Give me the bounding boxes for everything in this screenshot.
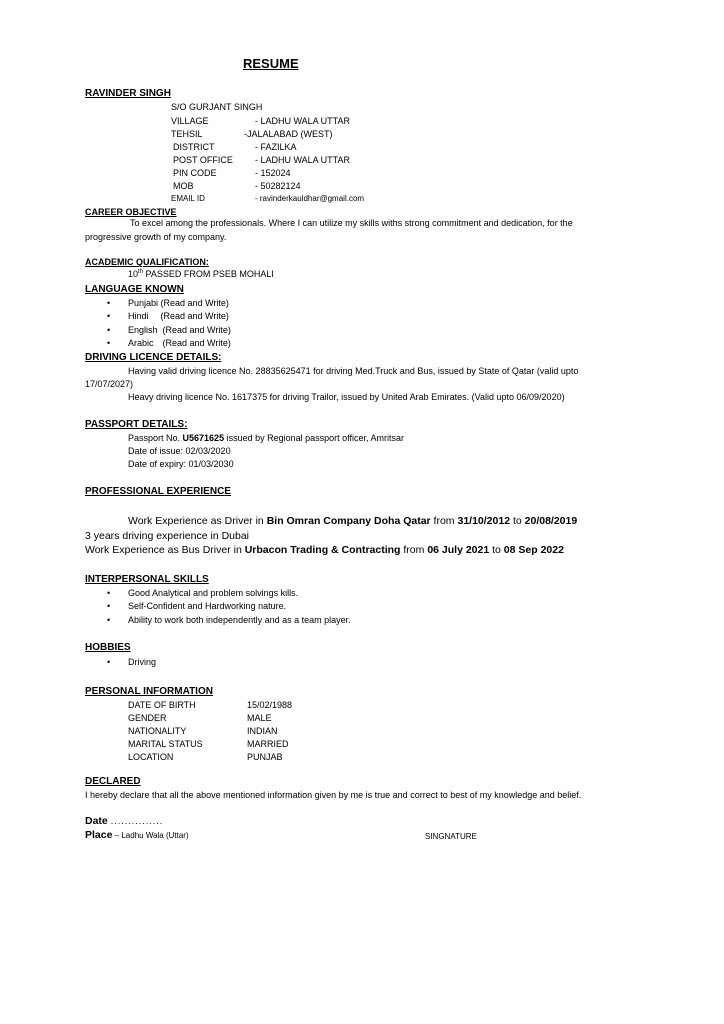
end-date: 08 Sep 2022 <box>503 544 564 556</box>
work-text: Work Experience as Bus Driver in <box>85 544 245 556</box>
work-text: Work Experience as Driver in <box>128 515 267 527</box>
language-name: Punjabi <box>128 298 159 308</box>
signature-label: SINGNATURE <box>425 832 477 841</box>
passport-expiry-date: Date of expiry: 01/03/2030 <box>128 459 234 469</box>
career-heading: CAREER OBJECTIVE <box>85 207 177 217</box>
hobbies-heading: HOBBIES <box>85 642 131 653</box>
personal-label: NATIONALITY <box>128 726 187 736</box>
skill-item: • Ability to work both independently and as a team player. <box>128 615 351 625</box>
passport-issuer: issued by Regional passport officer, Amritsar <box>224 433 404 443</box>
employer: Bin Omran Company Doha Qatar <box>266 515 431 527</box>
candidate-name: RAVINDER SINGH <box>85 88 171 99</box>
address-value: - LADHU WALA UTTAR <box>255 155 351 165</box>
language-name: Hindi <box>128 311 149 321</box>
work-text: to <box>510 515 525 527</box>
language-level: (Read and Write) <box>160 311 229 321</box>
driving-heading: DRIVING LICENCE DETAILS: <box>85 352 222 363</box>
skill-item: • Good Analytical and problem solvings kills. <box>128 588 298 598</box>
place-line <box>85 829 189 841</box>
declaration-text: I hereby declare that all the above mentioned information given by me is true and correct to best of my knowledge and belief. <box>85 790 582 800</box>
academic-grade-suffix: th <box>138 269 144 275</box>
language-item <box>128 325 231 335</box>
place-value: – Ladhu Wala (Uttar) <box>112 831 189 840</box>
language-name: English <box>128 325 158 335</box>
personal-value: PUNJAB <box>247 752 283 762</box>
personal-label: LOCATION <box>128 752 174 762</box>
driving-text: 17/07/2027) <box>85 379 134 389</box>
passport-heading: PASSPORT DETAILS: <box>85 419 188 430</box>
date-line <box>85 815 163 827</box>
address-label: PIN CODE <box>173 168 217 178</box>
driving-text: Heavy driving licence No. 1617375 for driving Trailor, issued by United Arab Emirates. (Valid upto 06/09/2020) <box>128 392 565 402</box>
academic-grade: 10 <box>128 269 139 279</box>
address-value: - 50282124 <box>255 181 301 191</box>
academic-line <box>128 269 274 279</box>
address-value: - LADHU WALA UTTAR <box>255 116 351 126</box>
work-experience-2: 3 years driving experience in Dubai <box>85 530 250 542</box>
personal-heading: PERSONAL INFORMATION <box>85 686 213 697</box>
address-label: VILLAGE <box>171 116 209 126</box>
professional-heading: PROFESSIONAL EXPERIENCE <box>85 486 231 497</box>
place-label: Place <box>85 829 113 841</box>
personal-label: MARITAL STATUS <box>128 739 203 749</box>
address-label: DISTRICT <box>173 142 215 152</box>
languages-heading: LANGUAGE KNOWN <box>85 284 184 295</box>
language-item <box>128 338 231 348</box>
date-dots: ............... <box>110 816 164 826</box>
language-level: (Read and Write) <box>162 338 231 348</box>
skill-item: • Self-Confident and Hardworking nature. <box>128 601 286 611</box>
address-value: - FAZILKA <box>255 142 297 152</box>
address-label: TEHSIL <box>171 129 203 139</box>
personal-label: DATE OF BIRTH <box>128 700 196 710</box>
language-level: (Read and Write) <box>162 325 231 335</box>
language-name: Arabic <box>128 338 154 348</box>
address-value: -JALALABAD (WEST) <box>244 129 333 139</box>
academic-heading: ACADEMIC QUALIFICATION: <box>85 257 209 267</box>
career-text: To excel among the professionals. Where I can utilize my skills withs strong commitment and dedication, for the <box>130 218 573 228</box>
language-level: (Read and Write) <box>160 298 229 308</box>
address-label: MOB <box>173 181 194 191</box>
passport-issue-date: Date of issue: 02/03/2020 <box>128 446 231 456</box>
career-text: progressive growth of my company. <box>85 232 227 242</box>
hobby-item: • Driving <box>128 657 156 667</box>
passport-label: Passport No. <box>128 433 183 443</box>
work-text: from <box>430 515 458 527</box>
address-label: EMAIL ID <box>171 194 205 203</box>
date-label: Date <box>85 815 108 827</box>
academic-board: PASSED FROM PSEB MOHALI <box>143 269 274 279</box>
language-item <box>128 298 229 308</box>
personal-value: MARRIED <box>247 739 289 749</box>
work-experience-1 <box>128 515 577 527</box>
employer: Urbacon Trading & Contracting <box>244 544 401 556</box>
work-experience-3 <box>85 544 564 556</box>
parent-name: S/O GURJANT SINGH <box>171 102 263 112</box>
start-date: 31/10/2012 <box>457 515 511 527</box>
driving-text: Having valid driving licence No. 28835625471 for driving Med.Truck and Bus, issued by State of Qatar (valid upto <box>128 366 579 376</box>
work-text: from <box>400 544 428 556</box>
work-text: to <box>489 544 504 556</box>
declared-heading: DECLARED <box>85 776 141 787</box>
personal-value: MALE <box>247 713 272 723</box>
skills-heading: INTERPERSONAL SKILLS <box>85 574 209 585</box>
passport-number: U5671625 <box>182 433 225 443</box>
address-value: - 152024 <box>255 168 291 178</box>
language-item <box>128 311 229 321</box>
resume-title: RESUME <box>243 56 299 71</box>
end-date: 20/08/2019 <box>524 515 578 527</box>
personal-value: INDIAN <box>247 726 278 736</box>
email-value: - ravinderkauldhar@gmail.com <box>255 194 365 203</box>
start-date: 06 July 2021 <box>427 544 490 556</box>
address-label: POST OFFICE <box>173 155 233 165</box>
personal-label: GENDER <box>128 713 167 723</box>
passport-line <box>128 433 404 443</box>
personal-value: 15/02/1988 <box>247 700 293 710</box>
